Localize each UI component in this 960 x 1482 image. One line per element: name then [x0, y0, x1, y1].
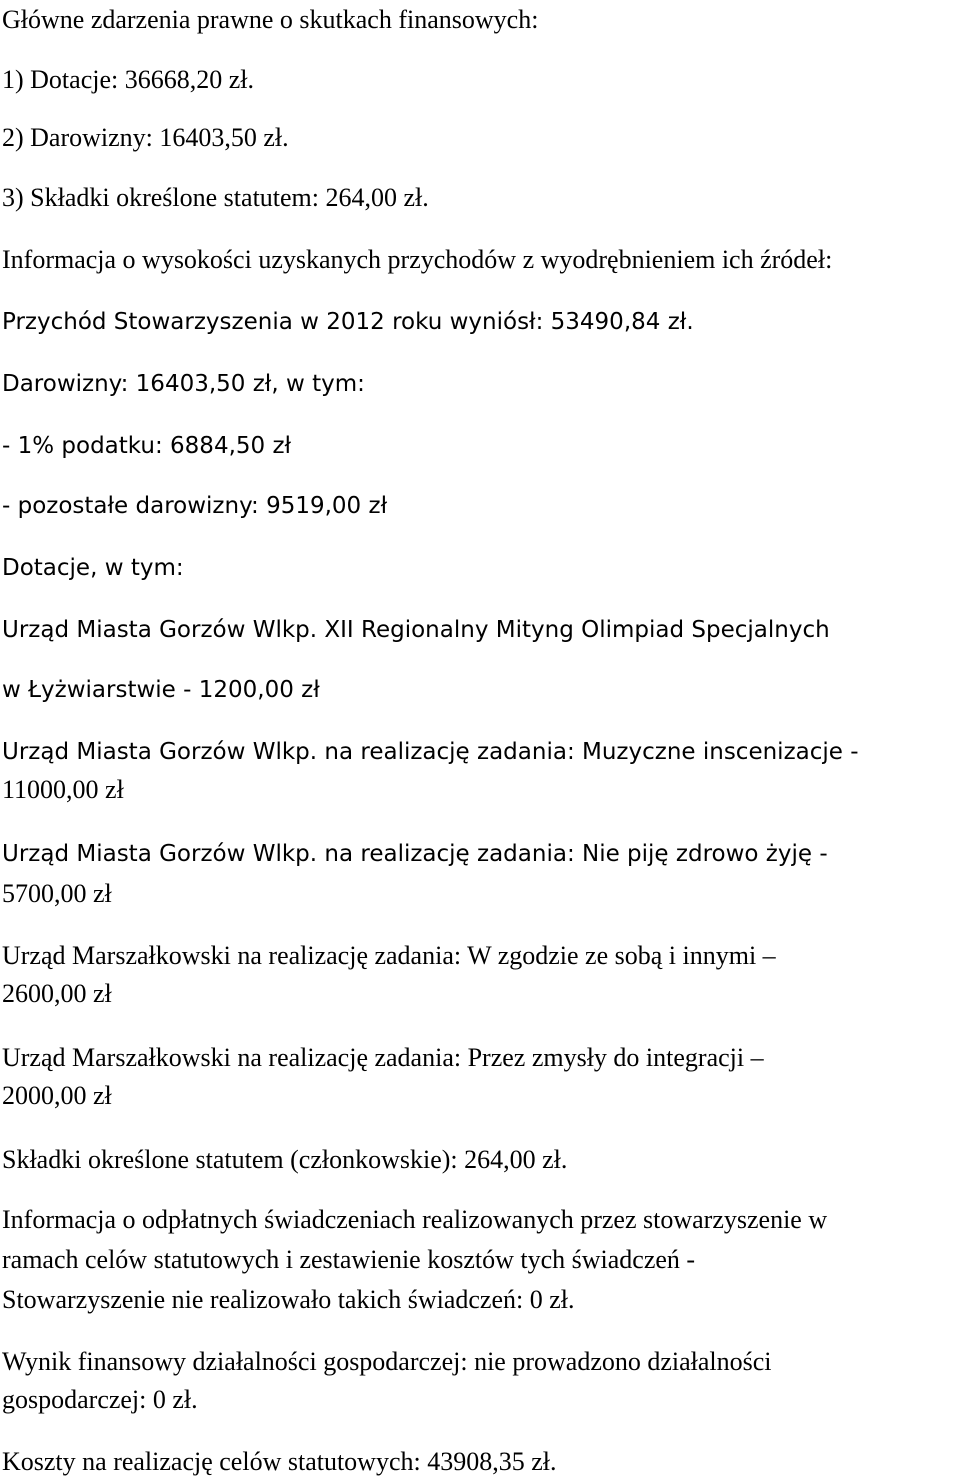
paid-services-line-1: Informacja o odpłatnych świadczeniach realizowanych przez stowarzyszenie w — [2, 1205, 828, 1234]
subsidies-heading: Dotacje, w tym: — [2, 555, 184, 581]
statutory-costs: Koszty na realizację celów statutowych: 43908,35 zł. — [2, 1447, 557, 1476]
section-heading-legal-events: Główne zdarzenia prawne o skutkach finansowych: — [2, 5, 539, 34]
donations-heading: Darowizny: 16403,50 zł, w tym: — [2, 371, 365, 397]
paid-services-line-2: ramach celów statutowych i zestawienie kosztów tych świadczeń - — [2, 1245, 696, 1274]
subsidy-5-line-1: Urząd Marszałkowski na realizację zadania: Przez zmysły do integracji – — [2, 1043, 764, 1072]
business-result-line-1: Wynik finansowy działalności gospodarczej: nie prowadzono działalności — [2, 1347, 772, 1376]
item-donations: 2) Darowizny: 16403,50 zł. — [2, 123, 289, 152]
subsidy-1-line-2: w Łyżwiarstwie - 1200,00 zł — [2, 677, 320, 703]
paid-services-line-3: Stowarzyszenie nie realizowało takich świadczeń: 0 zł. — [2, 1285, 575, 1314]
business-result-line-2: gospodarczej: 0 zł. — [2, 1385, 198, 1414]
subsidy-2-line-1: Urząd Miasta Gorzów Wlkp. na realizację zadania: Muzyczne inscenizacje - — [2, 739, 859, 765]
membership-fees-detail: Składki określone statutem (członkowskie): 264,00 zł. — [2, 1145, 568, 1174]
donations-tax-percent: - 1% podatku: 6884,50 zł — [2, 433, 292, 459]
donations-other: - pozostałe darowizny: 9519,00 zł — [2, 493, 388, 519]
section-heading-revenue: Informacja o wysokości uzyskanych przychodów z wyodrębnieniem ich źródeł: — [2, 245, 833, 274]
subsidy-5-line-2: 2000,00 zł — [2, 1081, 112, 1110]
item-membership-fees: 3) Składki określone statutem: 264,00 zł. — [2, 183, 429, 212]
subsidy-2-line-2: 11000,00 zł — [2, 775, 124, 804]
subsidy-4-line-2: 2600,00 zł — [2, 979, 112, 1008]
item-subsidies: 1) Dotacje: 36668,20 zł. — [2, 65, 254, 94]
revenue-total: Przychód Stowarzyszenia w 2012 roku wyniósł: 53490,84 zł. — [2, 309, 694, 335]
subsidy-3-line-1: Urząd Miasta Gorzów Wlkp. na realizację zadania: Nie piję zdrowo żyję - — [2, 841, 828, 867]
subsidy-4-line-1: Urząd Marszałkowski na realizację zadania: W zgodzie ze sobą i innymi – — [2, 941, 776, 970]
subsidy-3-line-2: 5700,00 zł — [2, 879, 112, 908]
subsidy-1-line-1: Urząd Miasta Gorzów Wlkp. XII Regionalny Mityng Olimpiad Specjalnych — [2, 617, 830, 643]
